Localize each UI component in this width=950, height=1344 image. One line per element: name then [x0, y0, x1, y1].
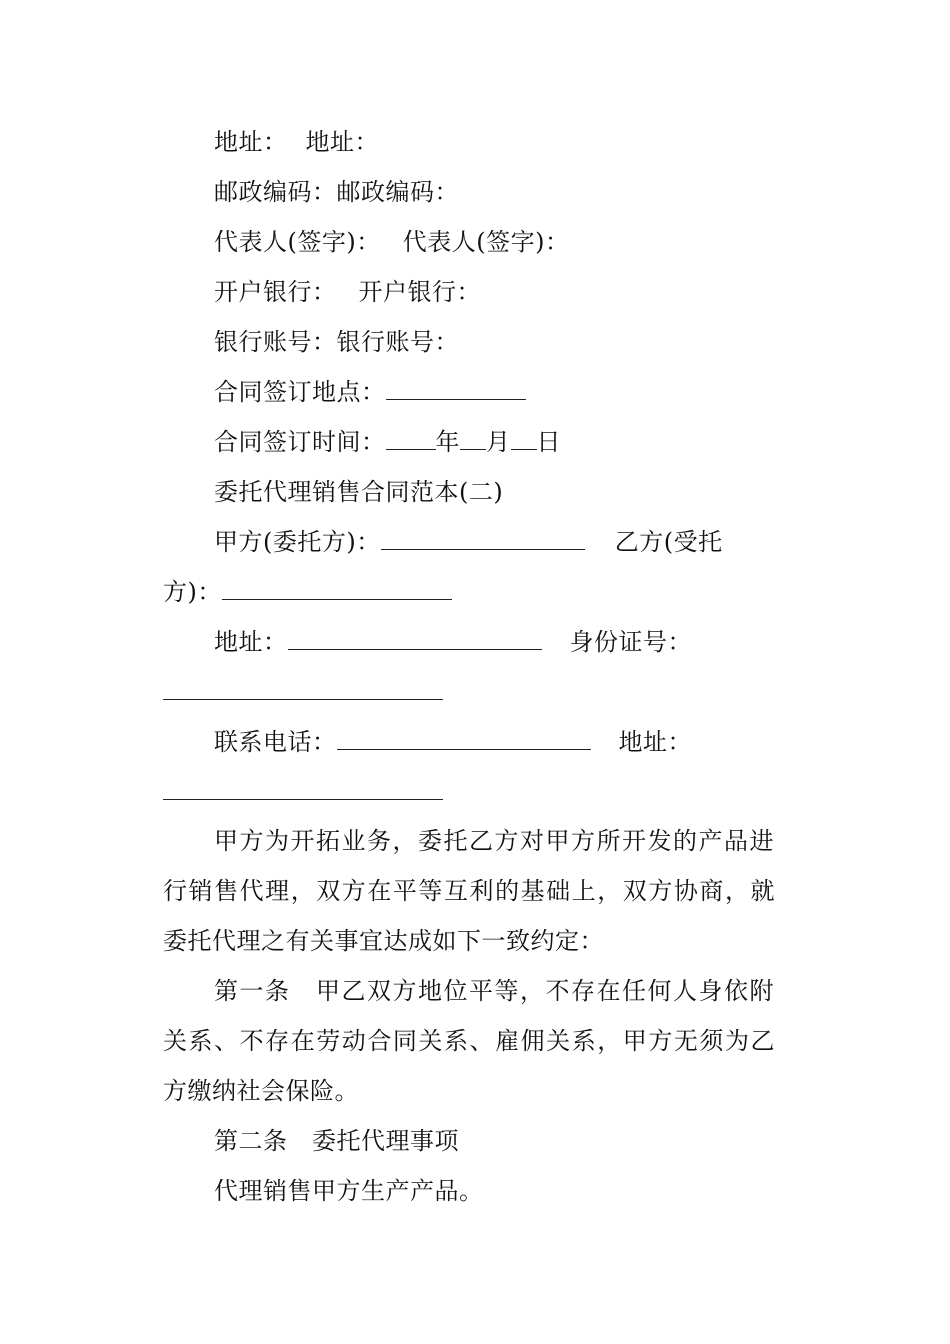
signing-place-label: 合同签订地点：: [214, 378, 386, 406]
id-number-label: 身份证号：: [569, 628, 692, 656]
article-1-line-1: 第一条 甲乙双方地位平等，不存在任何人身依附: [214, 977, 774, 1005]
party-a-address-label: 地址：: [214, 628, 288, 656]
signing-place-blank: [386, 381, 526, 400]
party-a-bank-label: 开户银行：: [214, 278, 337, 306]
month-blank: [460, 431, 486, 450]
article-2-heading: 第二条 委托代理事项: [214, 1127, 459, 1155]
party-b-blank: [222, 581, 452, 600]
party-b-label: 乙方(受托: [614, 528, 723, 556]
party-b-address-label-2: 地址：: [618, 728, 692, 756]
article-1-line-3: 方缴纳社会保险。: [163, 1077, 359, 1105]
phone-label: 联系电话：: [214, 728, 337, 756]
id-number-row: [163, 677, 443, 707]
article-1-line-2: 关系、不存在劳动合同关系、雇佣关系，甲方无须为乙: [163, 1027, 775, 1055]
id-number-blank: [163, 681, 443, 700]
signing-place-row: [214, 377, 526, 407]
day-label: 日: [536, 428, 561, 456]
year-label: 年: [435, 428, 460, 456]
day-blank: [511, 431, 537, 450]
party-b-representative-label: 代表人(签字)：: [402, 228, 570, 256]
party-b-address-row: [163, 777, 443, 807]
article-2-body: 代理销售甲方生产产品。: [214, 1177, 484, 1205]
party-a-blank: [381, 531, 585, 550]
phone-blank: [337, 731, 591, 750]
signing-date-row: [214, 427, 561, 457]
month-label: 月: [486, 428, 511, 456]
party-b-bank-label: 开户银行：: [358, 278, 481, 306]
bank-row: [214, 277, 481, 307]
representative-row: [214, 227, 569, 257]
section-title: 委托代理销售合同范本(二): [214, 478, 504, 506]
party-a-address-blank: [288, 631, 542, 650]
signing-date-label: 合同签订时间：: [214, 428, 386, 456]
account-row: 银行账号：银行账号：: [214, 328, 459, 356]
address-row: [214, 127, 379, 157]
party-b-address-label: 地址：: [305, 128, 379, 156]
parties-row: [214, 527, 723, 557]
paragraph-intro-line-3: 委托代理之有关事宜达成如下一致约定：: [163, 927, 604, 955]
party-b-address-blank: [163, 781, 443, 800]
party-a-address-label: 地址：: [214, 128, 288, 156]
party-b-label-cont: 方)：: [163, 578, 222, 606]
paragraph-intro-line-2: 行销售代理，双方在平等互利的基础上，双方协商，就: [163, 877, 775, 905]
party-b-row: [163, 577, 452, 607]
postcode-row: 邮政编码：邮政编码：: [214, 178, 459, 206]
address-id-row: [214, 627, 692, 657]
party-a-label: 甲方(委托方)：: [214, 528, 381, 556]
paragraph-intro-line-1: 甲方为开拓业务，委托乙方对甲方所开发的产品进: [214, 827, 774, 855]
year-blank: [386, 431, 436, 450]
phone-address-row: [214, 727, 692, 757]
party-a-representative-label: 代表人(签字)：: [214, 228, 381, 256]
